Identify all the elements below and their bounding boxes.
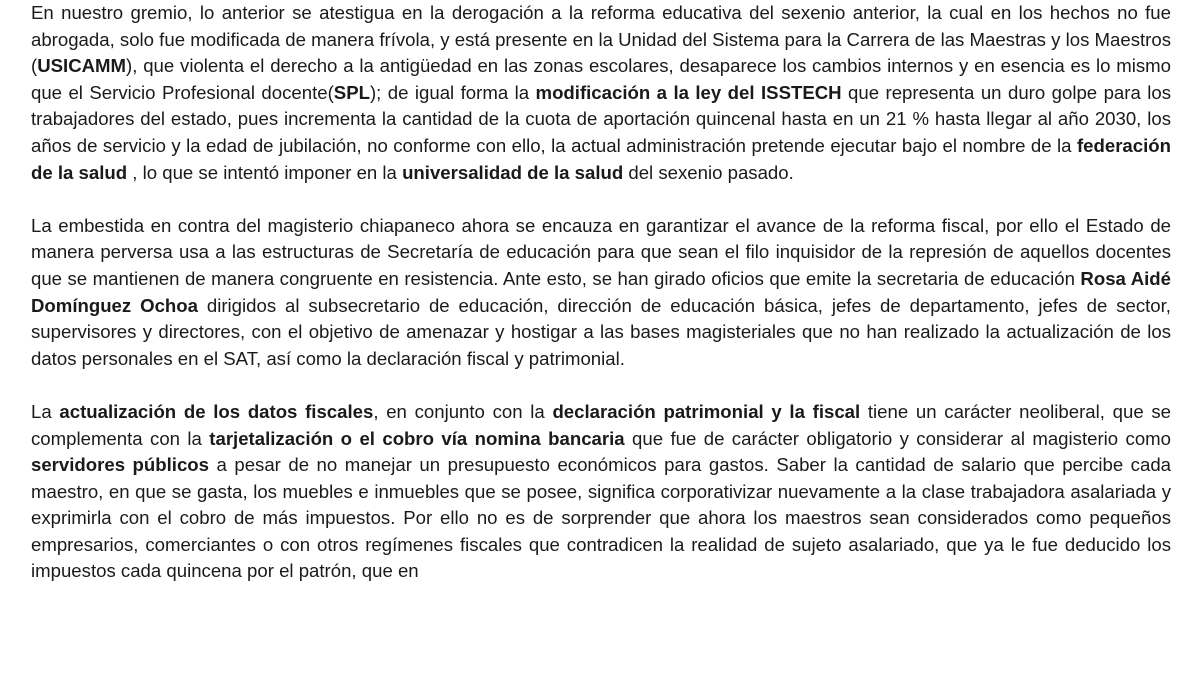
text-segment: tiene un carácter neoliberal, que se complementa con la	[31, 400, 1172, 449]
paragraph	[31, 213, 1171, 373]
paragraph	[31, 399, 1171, 585]
text-segment: En nuestro gremio, lo anterior se atestigua en la derogación a la reforma educativa del sexenio anterior, la cual en los hechos no fue abrogada, solo fue modificada de manera frívola, y está presente en la Unidad del Sistema para la Carrera de las Maestras y los Maestros (	[31, 2, 1171, 77]
bold-text: Rosa Aidé Domínguez Ochoa	[31, 267, 1171, 316]
bold-text: federación de la salud	[31, 134, 1171, 183]
text-segment: que representa un duro golpe para los trabajadores del estado, pues incrementa la cantidad de la cuota de aportación quincenal hasta en un 21 % hasta llegar al año 2030, los años de servicio y la edad de jubilación, no conforme con ello, la actual administración pretende ejecutar bajo el nombre de la	[31, 81, 1172, 156]
text-segment: del sexenio pasado.	[623, 161, 794, 183]
bold-text: SPL	[333, 81, 370, 103]
bold-text: USICAMM	[37, 55, 127, 77]
bold-text: declaración patrimonial y la fiscal	[552, 400, 861, 422]
text-segment: ); de igual forma la	[369, 81, 536, 103]
text-segment: , lo que se intentó imponer en la	[127, 161, 403, 183]
bold-text: servidores públicos	[31, 454, 210, 476]
text-segment: La	[31, 400, 60, 422]
bold-text: universalidad de la salud	[402, 161, 624, 183]
bold-text: modificación a la ley del ISSTECH	[535, 81, 842, 103]
text-segment: a pesar de no manejar un presupuesto económicos para gastos. Saber la cantidad de salario que percibe cada maestro, en que se gasta, los muebles e inmuebles que se posee, significa corporativizar nuevamente a la clase trabajadora asalariada y exprimirla con el cobro de más impuestos. Por ello no es de sorprender que ahora los maestros sean considerados como pequeños empresarios, comerciantes o con otros regímenes fiscales que contradicen la realidad de sujeto asalariado, que ya le fue deducido los impuestos cada quincena por el patrón, que en	[31, 454, 1172, 582]
text-segment: que fue de carácter obligatorio y considerar al magisterio como	[624, 427, 1171, 449]
bold-text: actualización de los datos fiscales	[59, 400, 374, 422]
document-body	[31, 0, 1171, 585]
text-segment: La embestida en contra del magisterio chiapaneco ahora se encauza en garantizar el avance de la reforma fiscal, por ello el Estado de manera perversa usa a las estructuras de Secretaría de educación para que sean el filo inquisidor de la represión de aquellos docentes que se mantienen de manera congruente en resistencia. Ante esto, se han girado oficios que emite la secretaria de educación	[31, 214, 1171, 289]
paragraph	[31, 0, 1171, 186]
text-segment: ), que violenta el derecho a la antigüedad en las zonas escolares, desaparece los cambios internos y en esencia es lo mismo que el Servicio Profesional docente(	[31, 55, 1171, 103]
text-segment: dirigidos al subsecretario de educación, dirección de educación básica, jefes de departamento, jefes de sector, supervisores y directores, con el objetivo de amenazar y hostigar a las bases magisteriales que no han realizado la actualización de los datos personales en el SAT, así como la declaración fiscal y patrimonial.	[31, 294, 1171, 369]
text-segment: , en conjunto con la	[373, 400, 553, 422]
bold-text: tarjetalización o el cobro vía nomina bancaria	[209, 427, 625, 449]
